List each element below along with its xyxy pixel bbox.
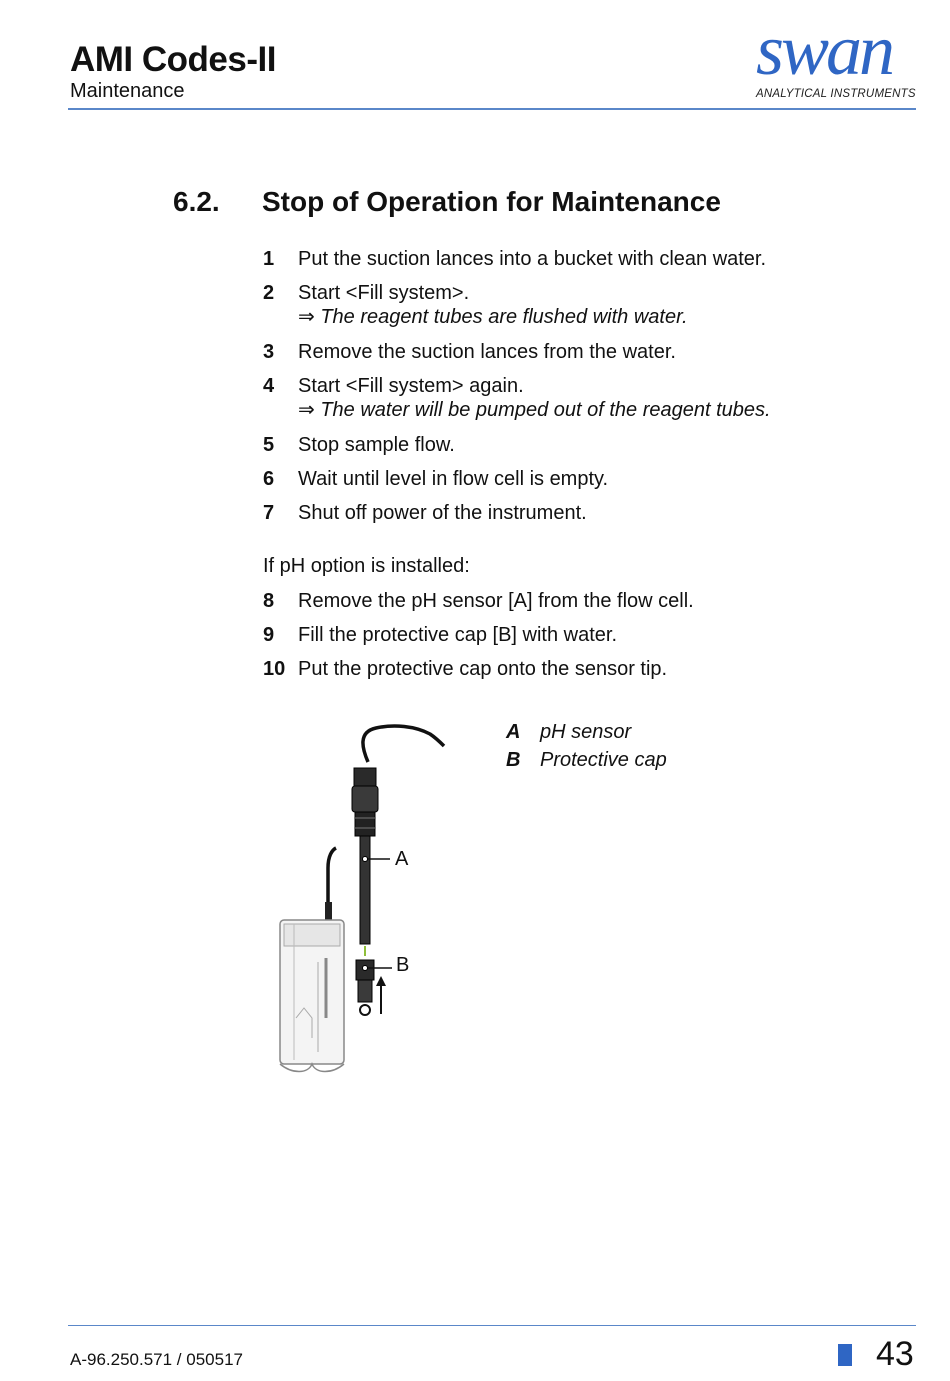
step-text: Fill the protective cap [B] with water. <box>298 624 618 646</box>
step-text: Start <Fill system> again. <box>298 375 524 397</box>
step-text: Put the protective cap onto the sensor tip. <box>298 658 668 680</box>
step-text: Wait until level in flow cell is empty. <box>298 468 609 490</box>
step-number: 1 <box>263 248 275 270</box>
document-title: AMI Codes-II <box>70 40 276 79</box>
legend-item <box>506 721 631 744</box>
legend-label: Protective cap <box>540 749 667 771</box>
legend-key: A <box>506 721 521 743</box>
section-number: 6.2. <box>173 186 220 217</box>
step-text: Start <Fill system>. <box>298 282 470 304</box>
step-number: 10 <box>263 658 286 680</box>
logo-wordmark: swan <box>756 10 893 90</box>
ph-sensor-drawing <box>270 718 470 1083</box>
logo-tagline: ANALYTICAL INSTRUMENTS <box>756 88 916 100</box>
step-number: 6 <box>263 468 275 490</box>
label-a: A <box>395 848 409 870</box>
step-text: Put the suction lances into a bucket with clean water. <box>298 248 767 270</box>
ph-option-intro: If pH option is installed: <box>263 555 470 577</box>
step-number: 2 <box>263 282 275 304</box>
swan-logo <box>752 10 920 106</box>
document-number: A-96.250.571 / 050517 <box>70 1350 243 1369</box>
step-text: Shut off power of the instrument. <box>298 502 587 524</box>
step-number: 5 <box>263 434 275 456</box>
legend-item <box>506 749 667 772</box>
step-number: 3 <box>263 341 275 363</box>
step-text: Remove the suction lances from the water. <box>298 341 676 363</box>
legend-label: pH sensor <box>540 721 632 743</box>
step-text: Remove the pH sensor [A] from the flow cell. <box>298 590 694 612</box>
section-title: Stop of Operation for Maintenance <box>262 186 721 217</box>
page-number: 43 <box>876 1335 914 1373</box>
chapter-name: Maintenance <box>70 80 185 102</box>
step-result: ⇒ The reagent tubes are flushed with water. <box>298 306 688 328</box>
ph-sensor-illustration <box>270 718 470 1083</box>
step-result: ⇒ The water will be pumped out of the reagent tubes. <box>298 399 771 421</box>
step-number: 9 <box>263 624 275 646</box>
footer-rule <box>68 1325 916 1326</box>
label-b: B <box>396 954 410 976</box>
step-number: 4 <box>263 375 275 397</box>
step-number: 7 <box>263 502 275 524</box>
legend-key: B <box>506 749 521 771</box>
page-marker <box>838 1344 852 1366</box>
step-number: 8 <box>263 590 275 612</box>
step-text: Stop sample flow. <box>298 434 455 456</box>
header-rule <box>68 108 916 110</box>
